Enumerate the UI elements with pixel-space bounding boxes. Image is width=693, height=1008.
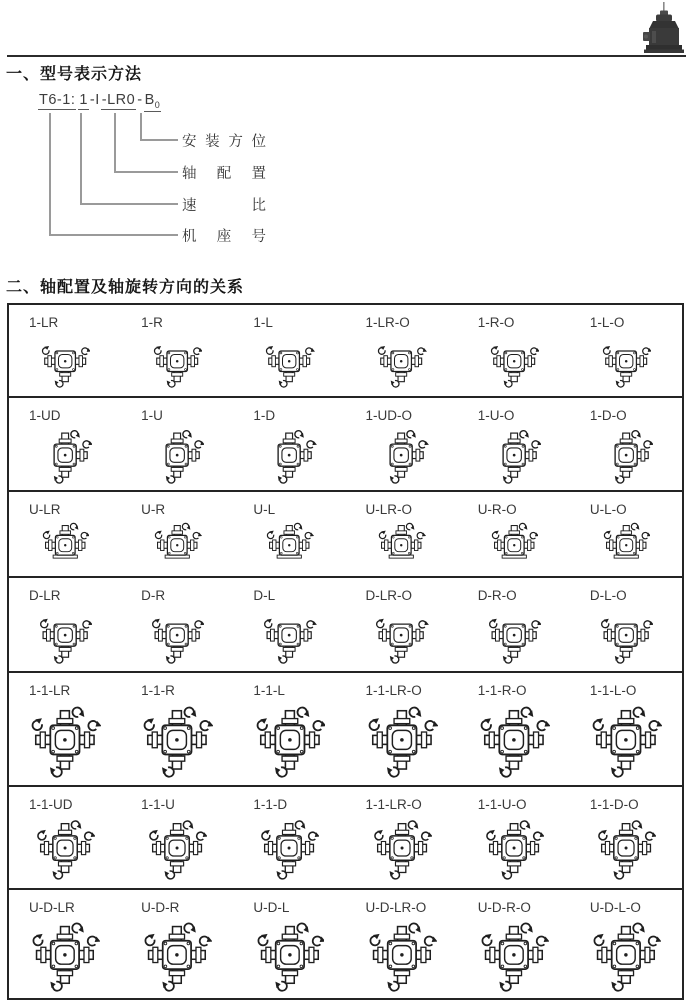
gearbox-cross-tall-icon — [121, 696, 233, 785]
model-code-segment: - — [137, 92, 143, 108]
gearbox-cross-tall-icon — [346, 696, 458, 785]
gearbox-up-down-right-icon — [233, 421, 345, 490]
config-cell — [9, 787, 121, 888]
config-cell — [458, 673, 570, 785]
config-cell — [570, 673, 682, 785]
callout-horizontal-line — [49, 234, 178, 236]
config-cell-label: 1-R-O — [477, 315, 515, 330]
config-cell — [121, 673, 233, 785]
section1-heading: 一、型号表示方法 — [6, 66, 143, 83]
model-code-segment: -LR0 — [101, 92, 136, 108]
config-cell-label: U-D-L-O — [589, 900, 641, 915]
config-row — [9, 576, 682, 671]
model-code-segment: $B_0$ — [144, 92, 161, 110]
gearbox-up-down-right-icon — [121, 421, 233, 490]
config-cell-label: 1-1-UD — [29, 797, 73, 812]
config-cell-label: 1-1-L-O — [589, 683, 637, 698]
config-cell-label: D-R-O — [477, 588, 517, 603]
gearbox-up-down-right-icon — [458, 421, 570, 490]
model-code-segment: T6-1: — [39, 92, 76, 108]
gearbox-left-right-down-icon — [9, 328, 121, 396]
gearbox-cross-tall-icon — [570, 696, 682, 785]
config-cell — [346, 673, 458, 785]
config-cell — [121, 787, 233, 888]
config-cell-label: U-R-O — [477, 502, 517, 517]
config-cell — [9, 673, 121, 785]
config-cell-label: U-D-LR-O — [365, 900, 427, 915]
config-cell — [346, 787, 458, 888]
config-cell — [458, 398, 570, 490]
gearbox-cross-wide-icon — [570, 810, 682, 888]
config-cell-label: D-L-O — [589, 588, 627, 603]
gearbox-cross-tall-icon — [9, 913, 121, 998]
gearbox-down-left-right-icon — [570, 601, 682, 671]
gearbox-left-right-down-icon — [570, 328, 682, 396]
config-cell — [121, 398, 233, 490]
config-cell-label: D-LR — [29, 588, 61, 603]
config-cell — [458, 305, 570, 396]
config-cell — [9, 305, 121, 396]
config-cell — [570, 787, 682, 888]
callout-label: 轴 配 置 — [182, 166, 266, 182]
config-cell-label: D-R — [141, 588, 166, 603]
config-cell — [9, 578, 121, 671]
config-cell — [233, 492, 345, 576]
gearbox-left-right-down-icon — [121, 328, 233, 396]
config-cell-label: 1-1-LR-O — [365, 797, 422, 812]
gearbox-cross-tall-icon — [346, 913, 458, 998]
callout-horizontal-line — [140, 139, 178, 141]
config-cell-label: 1-U-O — [477, 408, 515, 423]
gearbox-up-left-right-icon — [233, 515, 345, 576]
model-designation-callouts — [38, 113, 298, 258]
config-cell — [233, 890, 345, 998]
callout-label: 速 比 — [182, 198, 266, 214]
config-cell-label: 1-D-O — [589, 408, 627, 423]
config-cell-label: U-L — [253, 502, 276, 517]
config-cell-label: 1-L — [253, 315, 273, 330]
config-cell — [570, 578, 682, 671]
gearbox-up-down-right-icon — [346, 421, 458, 490]
config-cell-label: 1-LR — [29, 315, 59, 330]
config-cell — [570, 398, 682, 490]
gearbox-product-photo — [641, 2, 687, 58]
callout-label: 安 装 方 位 — [182, 134, 266, 150]
model-code-segment: 1 — [79, 92, 88, 108]
config-cell-label: 1-1-U — [141, 797, 175, 812]
config-cell — [9, 398, 121, 490]
config-cell — [233, 305, 345, 396]
config-cell-label: 1-1-D — [253, 797, 288, 812]
config-cell-label: U-D-R — [141, 900, 180, 915]
config-cell-label: 1-1-R-O — [477, 683, 527, 698]
model-code — [38, 92, 161, 112]
config-cell — [570, 305, 682, 396]
callout-horizontal-line — [80, 203, 178, 205]
config-cell — [121, 578, 233, 671]
gearbox-cross-wide-icon — [458, 810, 570, 888]
gearbox-up-left-right-icon — [9, 515, 121, 576]
config-cell — [346, 578, 458, 671]
callout-vertical-line — [140, 113, 142, 139]
gearbox-down-left-right-icon — [121, 601, 233, 671]
config-cell-label: U-R — [141, 502, 166, 517]
config-row — [9, 671, 682, 785]
config-cell — [570, 890, 682, 998]
callout-vertical-line — [114, 113, 116, 171]
config-cell-label: 1-LR-O — [365, 315, 410, 330]
config-cell-label: 1-R — [141, 315, 163, 330]
config-cell — [9, 890, 121, 998]
gearbox-cross-tall-icon — [458, 696, 570, 785]
config-row — [9, 305, 682, 396]
config-cell — [121, 890, 233, 998]
gearbox-left-right-down-icon — [346, 328, 458, 396]
config-cell — [458, 492, 570, 576]
gearbox-up-left-right-icon — [570, 515, 682, 576]
config-cell-label: 1-1-LR — [29, 683, 71, 698]
gearbox-down-left-right-icon — [233, 601, 345, 671]
config-cell — [233, 398, 345, 490]
config-cell — [570, 492, 682, 576]
config-cell-label: 1-UD — [29, 408, 61, 423]
config-cell — [233, 578, 345, 671]
config-cell — [346, 398, 458, 490]
config-cell — [458, 787, 570, 888]
gearbox-down-left-right-icon — [458, 601, 570, 671]
config-cell — [121, 305, 233, 396]
config-cell — [121, 492, 233, 576]
config-cell-label: 1-1-R — [141, 683, 175, 698]
callout-vertical-line — [49, 113, 51, 234]
gearbox-down-left-right-icon — [346, 601, 458, 671]
shaft-config-table — [7, 303, 684, 1000]
callout-horizontal-line — [114, 171, 178, 173]
header-divider — [7, 55, 686, 57]
config-cell-label: D-LR-O — [365, 588, 413, 603]
config-cell-label: U-D-LR — [29, 900, 75, 915]
config-cell — [346, 492, 458, 576]
config-cell-label: 1-1-LR-O — [365, 683, 422, 698]
model-code-subscript: 0 — [154, 99, 161, 110]
callout-label: 机 座 号 — [182, 229, 266, 245]
config-cell — [458, 890, 570, 998]
config-row — [9, 490, 682, 576]
callout-vertical-line — [80, 113, 82, 203]
gearbox-cross-tall-icon — [121, 913, 233, 998]
section2-heading: 二、轴配置及轴旋转方向的关系 — [6, 279, 245, 296]
config-cell-label: U-D-R-O — [477, 900, 531, 915]
gearbox-up-down-right-icon — [570, 421, 682, 490]
config-cell-label: U-LR — [29, 502, 61, 517]
gearbox-cross-tall-icon — [570, 913, 682, 998]
gearbox-cross-wide-icon — [233, 810, 345, 888]
gearbox-cross-tall-icon — [458, 913, 570, 998]
config-cell — [233, 787, 345, 888]
config-row — [9, 396, 682, 490]
config-cell-label: 1-1-L — [253, 683, 285, 698]
config-cell-label: D-L — [253, 588, 276, 603]
config-row — [9, 785, 682, 888]
config-cell-label: U-L-O — [589, 502, 627, 517]
gearbox-left-right-down-icon — [233, 328, 345, 396]
config-cell — [458, 578, 570, 671]
config-cell — [233, 673, 345, 785]
config-row — [9, 888, 682, 998]
config-cell-label: 1-U — [141, 408, 163, 423]
config-cell-label: U-D-L — [253, 900, 290, 915]
gearbox-cross-wide-icon — [9, 810, 121, 888]
config-cell — [346, 890, 458, 998]
gearbox-cross-tall-icon — [233, 696, 345, 785]
gearbox-cross-tall-icon — [233, 913, 345, 998]
gearbox-cross-wide-icon — [346, 810, 458, 888]
gearbox-cross-wide-icon — [121, 810, 233, 888]
gearbox-up-left-right-icon — [121, 515, 233, 576]
config-cell-label: 1-1-D-O — [589, 797, 639, 812]
config-cell-label: 1-1-U-O — [477, 797, 527, 812]
gearbox-cross-tall-icon — [9, 696, 121, 785]
config-cell-label: 1-D — [253, 408, 276, 423]
model-code-segment: -I — [89, 92, 100, 108]
gearbox-up-down-right-icon — [9, 421, 121, 490]
config-cell-label: 1-UD-O — [365, 408, 413, 423]
gearbox-up-left-right-icon — [458, 515, 570, 576]
config-cell-label: 1-L-O — [589, 315, 625, 330]
config-cell-label: U-LR-O — [365, 502, 413, 517]
gearbox-down-left-right-icon — [9, 601, 121, 671]
config-cell — [346, 305, 458, 396]
gearbox-left-right-down-icon — [458, 328, 570, 396]
config-cell — [9, 492, 121, 576]
gearbox-up-left-right-icon — [346, 515, 458, 576]
